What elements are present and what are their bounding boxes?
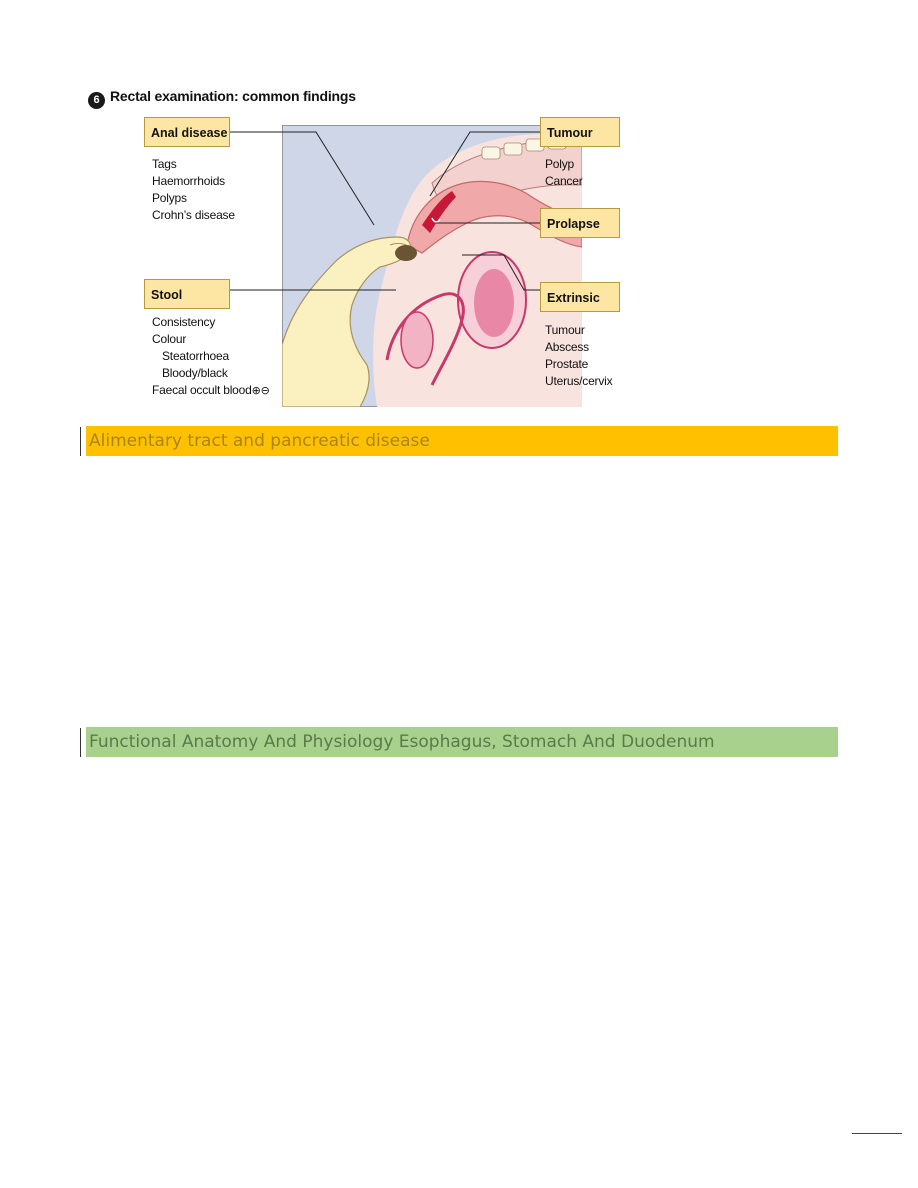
tumour-findings [545,156,582,190]
finding-item: Consistency [152,315,216,329]
extrinsic-findings [545,322,612,390]
uterus-lining [474,269,514,337]
section-heading-functional-anatomy: Functional Anatomy And Physiology Esophagus, Stomach And Duodenum [86,727,838,757]
text-cursor-mark [80,728,81,757]
tumour-label: Tumour [540,117,620,147]
extrinsic-label: Extrinsic [540,282,620,312]
finding-item: Prostate [545,357,589,371]
figure-number-badge: 6 [88,92,105,109]
figure-title-text: Rectal examination: common findings [110,88,356,104]
finding-item: Colour [152,332,187,346]
plus-minus-symbol: ⊕⊖ [251,385,270,397]
anal-disease-findings [152,156,235,224]
finding-item: Cancer [545,174,583,188]
figure-title [88,88,356,109]
stool-label: Stool [144,279,230,309]
finding-item: Crohn’s disease [152,208,235,222]
stool-mass [395,245,417,261]
prolapse-label: Prolapse [540,208,620,238]
finding-item: Steatorrhoea [162,349,229,363]
finding-item: Tumour [545,323,585,337]
anal-disease-label: Anal disease [144,117,230,147]
text-cursor-mark [80,427,81,456]
footer-rule [852,1133,902,1134]
finding-item [152,382,270,400]
rectal-exam-illustration [282,125,582,407]
finding-item: Polyps [152,191,187,205]
finding-item: Abscess [545,340,589,354]
finding-item: Tags [152,157,177,171]
finding-item: Haemorrhoids [152,174,225,188]
finding-item: Uterus/cervix [545,374,613,388]
rectal-examination-figure [84,80,678,410]
stool-findings [152,314,270,400]
finding-item: Polyp [545,157,575,171]
finding-item: Bloody/black [162,366,228,380]
section-heading-alimentary: Alimentary tract and pancreatic disease [86,426,838,456]
bladder [401,312,433,368]
finding-text: Faecal occult blood [152,383,252,397]
